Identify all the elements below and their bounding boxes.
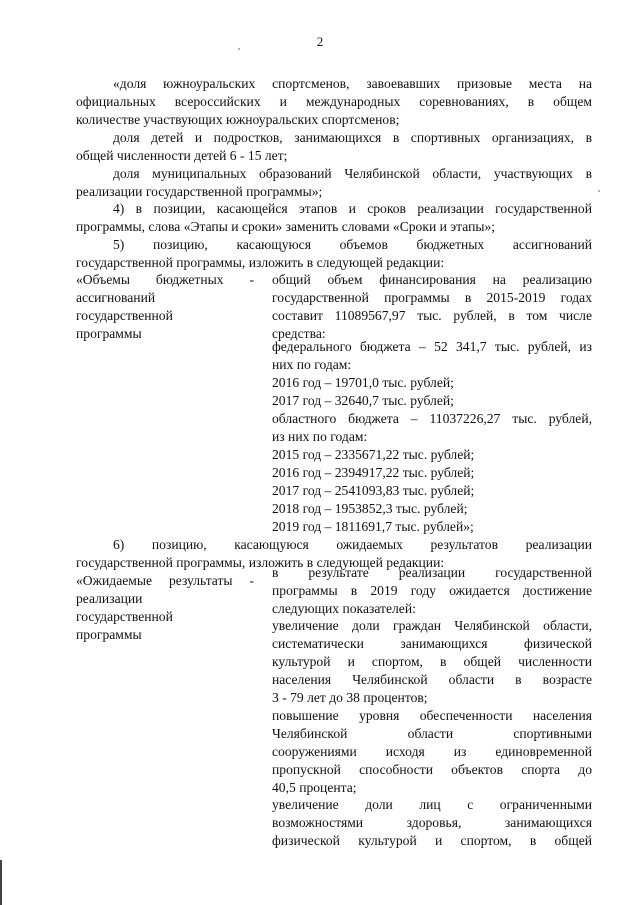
budget-text-line-10: из них по годам: bbox=[272, 429, 368, 444]
paragraph-2-line-1: доля детей и подростков, занимающихся в спортивных организациях, в bbox=[113, 130, 592, 145]
results-text-line-4: увеличение доли граждан Челябинской области, bbox=[272, 618, 592, 633]
results-text-line-16: физической культурой и спортом, в общей bbox=[272, 833, 592, 848]
results-text-line-12: пропускной способности объектов спорта до bbox=[272, 762, 592, 777]
budget-text-line-3: составит 11089567,97 тыс. рублей, в том числе bbox=[272, 308, 592, 323]
budget-label-line-1: «Объемы бюджетных - bbox=[76, 272, 254, 287]
budget-text-line-1: общий объем финансирования на реализацию bbox=[272, 272, 592, 287]
results-text-line-2: программы в 2019 году ожидается достижение bbox=[272, 583, 592, 598]
results-text-line-11: сооружениями исходя из единовременной bbox=[272, 744, 592, 759]
paragraph-4-line-1: 4) в позиции, касающейся этапов и сроков реализации государственной bbox=[113, 201, 592, 216]
paragraph-2-line-2: общей численности детей 6 - 15 лет; bbox=[76, 148, 288, 163]
budget-text-line-15: 2019 год – 1811691,7 тыс. рублей»; bbox=[272, 519, 474, 534]
paragraph-3-line-1: доля муниципальных образований Челябинской области, участвующих в bbox=[113, 166, 592, 181]
budget-text-line-2: государственной программы в 2015-2019 годах bbox=[272, 290, 592, 305]
scan-speck bbox=[238, 48, 240, 50]
results-text-line-15: возможностями здоровья, занимающихся bbox=[272, 815, 592, 830]
scan-edge-line bbox=[0, 860, 2, 905]
results-text-line-9: повышение уровня обеспеченности населения bbox=[272, 708, 592, 723]
paragraph-1-line-1: «доля южноуральских спортсменов, завоевавших призовые места на bbox=[113, 76, 592, 91]
budget-label-line-4: программы bbox=[76, 326, 142, 341]
results-text-line-14: увеличение доли лиц с ограниченными bbox=[272, 797, 592, 812]
budget-text-line-14: 2018 год – 1953852,3 тыс. рублей; bbox=[272, 501, 468, 516]
results-text-line-6: культурой и спортом, в общей численности bbox=[272, 654, 592, 669]
budget-text-line-11: 2015 год – 2335671,22 тыс. рублей; bbox=[272, 447, 475, 462]
paragraph-3-line-2: реализации государственной программы»; bbox=[76, 184, 323, 199]
results-text-line-13: 40,5 процента; bbox=[272, 780, 357, 795]
budget-text-line-7: 2016 год – 19701,0 тыс. рублей; bbox=[272, 375, 454, 390]
results-text-line-8: 3 - 79 лет до 38 процентов; bbox=[272, 690, 428, 705]
results-label-line-3: государственной bbox=[76, 609, 173, 624]
paragraph-1-line-3: количестве участвующих южноуральских спортсменов; bbox=[76, 112, 400, 127]
results-text-line-3: следующих показателей: bbox=[272, 601, 416, 616]
paragraph-5-line-1: 5) позицию, касающуюся объемов бюджетных ассигнований bbox=[113, 237, 592, 252]
results-text-line-1: в результате реализации государственной bbox=[272, 565, 592, 580]
results-text-line-10: Челябинской области спортивными bbox=[272, 726, 592, 741]
budget-text-line-6: них по годам: bbox=[272, 357, 352, 372]
budget-text-line-8: 2017 год – 32640,7 тыс. рублей; bbox=[272, 393, 454, 408]
results-text-line-7: населения Челябинской области в возрасте bbox=[272, 672, 592, 687]
budget-label-line-3: государственной bbox=[76, 308, 173, 323]
budget-label-line-2: ассигнований bbox=[76, 290, 156, 305]
results-label-line-1: «Ожидаемые результаты - bbox=[76, 573, 254, 588]
paragraph-1-line-2: официальных всероссийских и международных соревнованиях, в общем bbox=[76, 94, 592, 109]
paragraph-5-line-2: государственной программы, изложить в следующей редакции: bbox=[76, 255, 445, 270]
budget-text-line-5: федерального бюджета – 52 341,7 тыс. рублей, из bbox=[272, 339, 592, 354]
results-label-line-4: программы bbox=[76, 627, 142, 642]
budget-text-line-9: областного бюджета – 11037226,27 тыс. рублей, bbox=[272, 411, 592, 426]
results-text-line-5: систематически занимающихся физической bbox=[272, 636, 592, 651]
paragraph-6-line-1: 6) позицию, касающуюся ожидаемых результатов реализации bbox=[113, 537, 592, 552]
budget-text-line-13: 2017 год – 2541093,83 тыс. рублей; bbox=[272, 483, 475, 498]
page-number: 2 bbox=[316, 34, 324, 49]
budget-text-line-4: средства: bbox=[272, 326, 326, 341]
scan-speck bbox=[598, 190, 600, 192]
paragraph-4-line-2: программы, слова «Этапы и сроки» заменить словами «Сроки и этапы»; bbox=[76, 219, 496, 234]
results-label-line-2: реализации bbox=[76, 591, 143, 606]
budget-text-line-12: 2016 год – 2394917,22 тыс. рублей; bbox=[272, 465, 475, 480]
paragraph-6-line-2: государственной программы, изложить в следующей редакции: bbox=[76, 555, 445, 570]
